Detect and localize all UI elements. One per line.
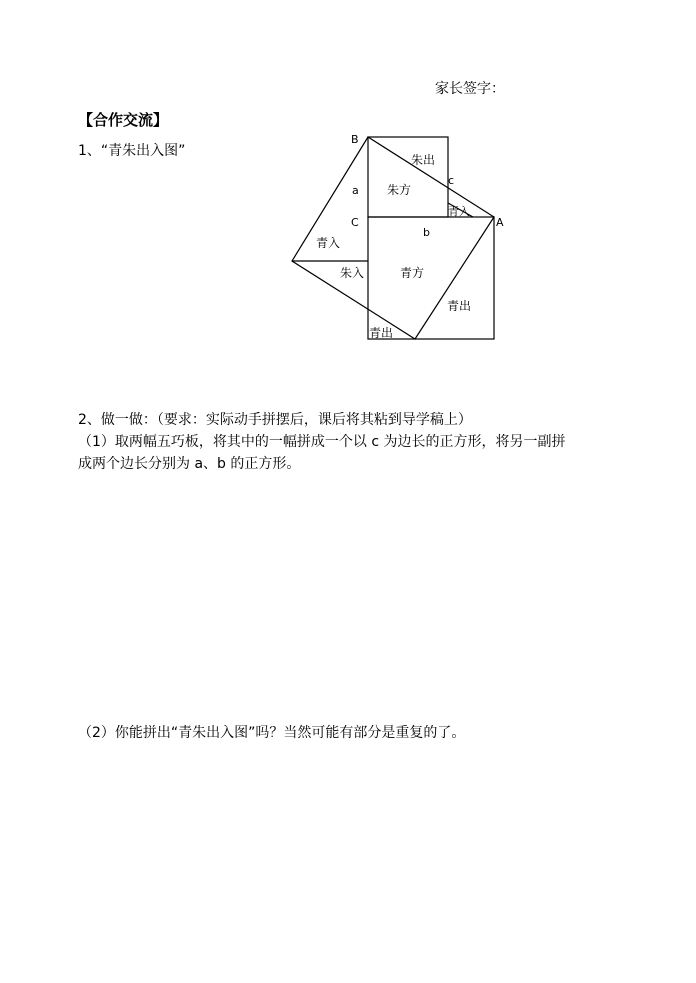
item1-title: 1、“青朱出入图” xyxy=(78,143,186,159)
side-b-label: b xyxy=(423,226,430,239)
side-c-label: c xyxy=(448,174,455,187)
item2-part2: （2）你能拼出“青朱出入图”吗？当然可能有部分是重复的了。 xyxy=(78,725,466,741)
side-a-label: a xyxy=(352,184,359,197)
point-a-label: A xyxy=(496,216,504,229)
region-qing-ru-small: 青入 xyxy=(448,205,470,218)
item2-part1-line1: （1）取两幅五巧板，将其中的一幅拼成一个以 c 为边长的正方形，将另一副拼 xyxy=(78,434,566,450)
region-zhu-ru: 朱入 xyxy=(340,266,365,280)
region-qing-chu-bottom: 青出 xyxy=(369,326,394,340)
region-zhu-chu: 朱出 xyxy=(411,153,436,167)
item2-part1-line2: 成两个边长分别为 a、b 的正方形。 xyxy=(78,456,301,472)
region-qing-ru-left: 青入 xyxy=(316,236,341,250)
section-title: 【合作交流】 xyxy=(78,111,169,129)
region-zhu-fang: 朱方 xyxy=(387,183,412,197)
qing-zhu-chu-ru-figure xyxy=(286,128,506,348)
region-qing-chu-right: 青出 xyxy=(447,299,472,313)
parent-signature-label: 家长签字： xyxy=(435,81,505,97)
region-qing-fang: 青方 xyxy=(400,266,425,280)
item2-title: 2、做一做：（要求：实际动手拼摆后，课后将其粘到导学稿上） xyxy=(78,412,472,428)
square-a xyxy=(368,137,448,217)
point-c-label: C xyxy=(351,216,359,229)
point-b-label: B xyxy=(351,133,359,146)
